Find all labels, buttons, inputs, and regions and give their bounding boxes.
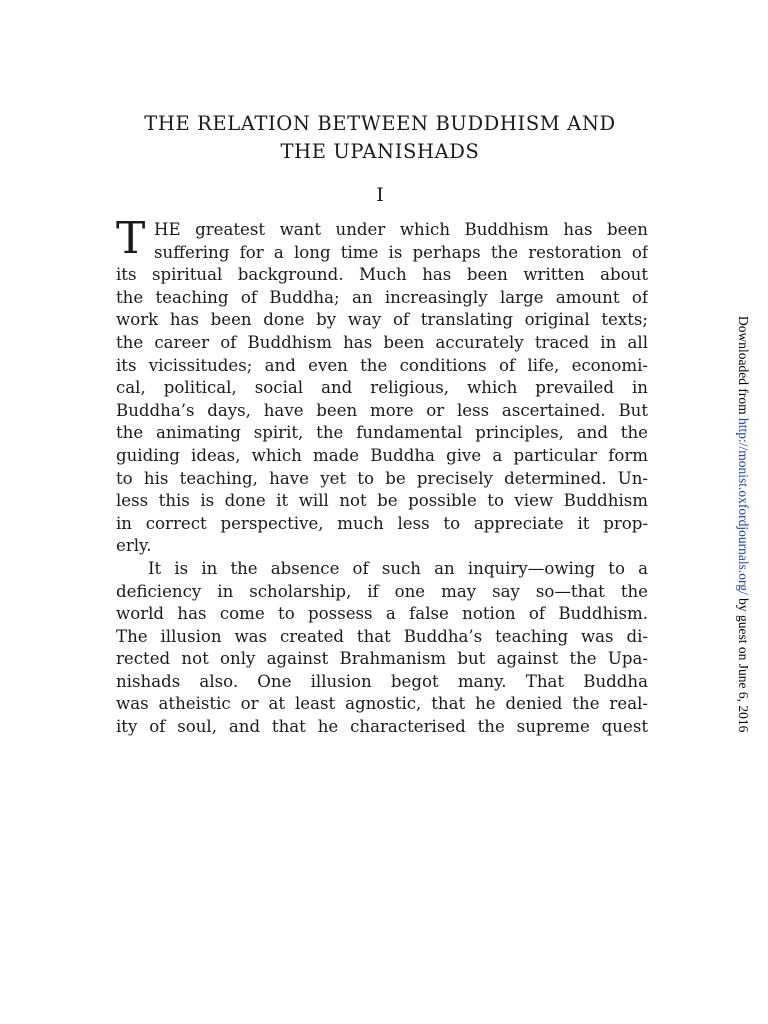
text-line: nishads also. One illusion begot many. That Buddha (116, 671, 648, 691)
text-line: the animating spirit, the fundamental principles, and the (116, 423, 648, 443)
text-line: less this is done it will not be possible to view Buddhism (116, 491, 648, 511)
article-title (100, 110, 660, 166)
text-line: deficiency in scholarship, if one may say so—that the (116, 581, 648, 601)
text-line: in correct perspective, much less to appreciate it prop- (116, 513, 648, 533)
text-line: Buddha’s days, have been more or less ascertained. But (116, 400, 648, 420)
text-line: the teaching of Buddha; an increasingly large amount of (116, 287, 648, 307)
text-line: world has come to possess a false notion of Buddhism. (116, 604, 648, 624)
drop-cap: T (116, 213, 146, 264)
text-line: the career of Buddhism has been accurately traced in all (116, 332, 648, 352)
text-line: to his teaching, have yet to be precisely determined. Un- (116, 468, 648, 488)
text-line: ity of soul, and that he characterised the supreme quest (116, 717, 648, 737)
text-line: cal, political, social and religious, which prevailed in (116, 378, 648, 398)
title-line-1: THE RELATION BETWEEN BUDDHISM AND (144, 112, 616, 135)
text-line: suffering for a long time is perhaps the restoration of (154, 242, 648, 262)
download-notice-prefix: Downloaded from (736, 316, 751, 418)
title-line-2: THE UPANISHADS (280, 140, 480, 163)
text-line: its vicissitudes; and even the conditions of life, economi- (116, 355, 648, 375)
body-text (116, 213, 648, 739)
text-line: its spiritual background. Much has been written about (116, 265, 648, 285)
text-line: HE greatest want under which Buddhism has been (154, 220, 648, 239)
download-notice-suffix: by guest on June 6, 2016 (736, 594, 751, 733)
download-notice (735, 316, 751, 732)
text-line: work has been done by way of translating original texts; (116, 310, 648, 330)
text-line: was atheistic or at least agnostic, that he denied the real- (116, 694, 648, 714)
text-line: erly. (116, 536, 152, 556)
text-line: guiding ideas, which made Buddha give a particular form (116, 445, 648, 465)
text-line: The illusion was created that Buddha’s teaching was di- (116, 626, 648, 646)
download-notice-link[interactable]: http://monist.oxfordjournals.org/ (736, 417, 751, 595)
text-line: rected not only against Brahmanism but against the Upa- (116, 649, 648, 669)
text-line: It is in the absence of such an inquiry—owing to a (148, 558, 648, 578)
section-numeral: I (376, 184, 384, 206)
